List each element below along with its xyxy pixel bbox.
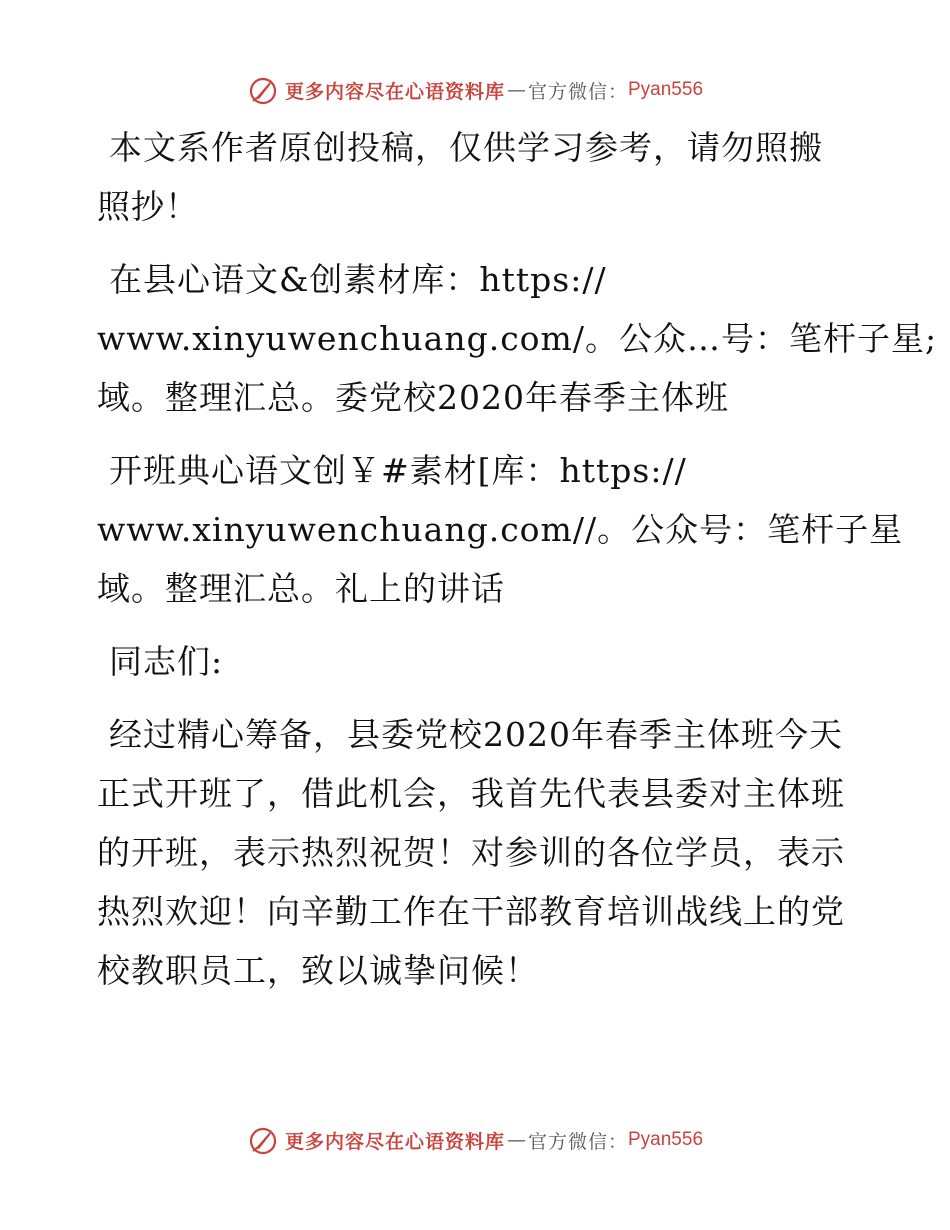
text-line: 的开班，表示热烈祝贺！对参训的各位学员，表示 <box>97 833 845 872</box>
text-line: 本文系作者原创投稿，仅供学习参考，请勿照搬 <box>109 128 823 167</box>
paragraph-disclaimer <box>97 118 857 236</box>
brand-text: 更多内容尽在心语资料库 <box>284 1130 505 1153</box>
text-line: 校教职员工，致以诚挚问候！ <box>97 951 539 990</box>
wechat-id: Pyan556 <box>628 79 704 100</box>
text-line: 照抄！ <box>97 187 199 226</box>
paragraph-source-1 <box>97 250 938 427</box>
text-line: 热烈欢迎！向辛勤工作在干部教育培训战线上的党 <box>97 892 845 931</box>
text-line: 开班典心语文创￥#素材[库：https:// <box>109 451 687 490</box>
document-body <box>97 118 938 1014</box>
text-line: 同志们: <box>109 642 224 681</box>
text-line: 在县心语文&创素材库：https:// <box>109 260 607 299</box>
paragraph-source-2 <box>97 441 904 618</box>
banner-dash: — <box>506 79 526 101</box>
wechat-label: 官方微信： <box>527 80 628 103</box>
text-line: www.xinyuwenchuang.com//。公众号：笔杆子星 <box>97 510 904 549</box>
footer-banner <box>0 1120 950 1160</box>
text-line: 经过精心筹备，县委党校2020年春季主体班今天 <box>109 715 843 754</box>
wechat-label: 官方微信： <box>527 1130 628 1153</box>
paragraph-salutation <box>97 632 857 691</box>
text-line: 域。整理汇总。委党校2020年春季主体班 <box>97 378 729 417</box>
text-line: 正式开班了，借此机会，我首先代表县委对主体班 <box>97 774 845 813</box>
text-line: 域。整理汇总。礼上的讲话 <box>97 569 505 608</box>
brand-text: 更多内容尽在心语资料库 <box>284 80 505 103</box>
wechat-id: Pyan556 <box>628 1129 704 1150</box>
banner-dash: — <box>506 1129 526 1151</box>
quill-pen-circle-icon <box>247 1124 279 1156</box>
header-banner <box>0 70 950 110</box>
paragraph-body <box>97 705 857 1000</box>
quill-pen-circle-icon <box>247 74 279 106</box>
text-line: www.xinyuwenchuang.com/。公众…号：笔杆子星; <box>97 319 938 358</box>
